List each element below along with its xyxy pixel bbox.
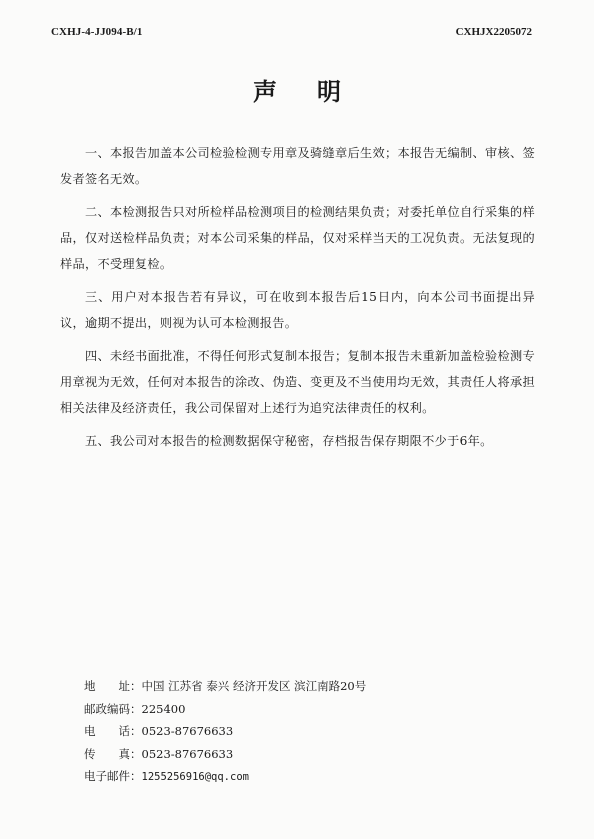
fax-label: 传 真：	[84, 746, 142, 761]
page-title: 声明	[253, 77, 381, 106]
statement-paragraph-1: 一、本报告加盖本公司检验检测专用章及骑缝章后生效；本报告无编制、审核、签发者签名无效。	[60, 146, 535, 186]
statement-body	[60, 140, 535, 461]
phone-row	[84, 720, 366, 743]
contact-info	[84, 675, 366, 789]
email-label: 电子邮件：	[84, 769, 142, 783]
report-number: CXHJX2205072	[455, 26, 532, 38]
postcode-row	[84, 698, 366, 721]
phone-label: 电 话：	[84, 724, 142, 738]
address-label: 地 址：	[84, 679, 142, 693]
email-row	[84, 765, 366, 789]
email-value: 1255256916@qq.com	[141, 771, 249, 783]
statement-paragraph-3: 三、用户对本报告若有异议，可在收到本报告后15日内，向本公司书面提出异议，逾期不提出，则视为认可本检测报告。	[60, 290, 535, 330]
postcode-value: 225400	[141, 701, 186, 716]
statement-paragraph-5: 五、我公司对本报告的检测数据保守秘密，存档报告保存期限不少于6年。	[85, 434, 493, 448]
fax-row	[84, 743, 366, 766]
postcode-label: 邮政编码：	[84, 701, 142, 716]
statement-paragraph-4: 四、未经书面批准，不得任何形式复制本报告；复制本报告未重新加盖检验检测专用章视为无效，任何对本报告的涂改、伪造、变更及不当使用均无效，其责任人将承担相关法律及经济责任，我公司保留对上述行为追究法律责任的权利。	[60, 349, 535, 415]
statement-paragraph-2: 二、本检测报告只对所检样品检测项目的检测结果负责；对委托单位自行采集的样品，仅对送检样品负责；对本公司采集的样品，仅对采样当天的工况负责。无法复现的样品，不受理复检。	[60, 205, 535, 271]
report-form-code: CXHJ-4-JJ094-B/1	[51, 26, 143, 38]
phone-value: 0523-87676633	[141, 724, 234, 738]
address-value: 中国 江苏省 泰兴 经济开发区 滨江南路20号	[141, 679, 367, 693]
fax-value: 0523-87676633	[141, 746, 234, 761]
address-row	[84, 675, 366, 698]
